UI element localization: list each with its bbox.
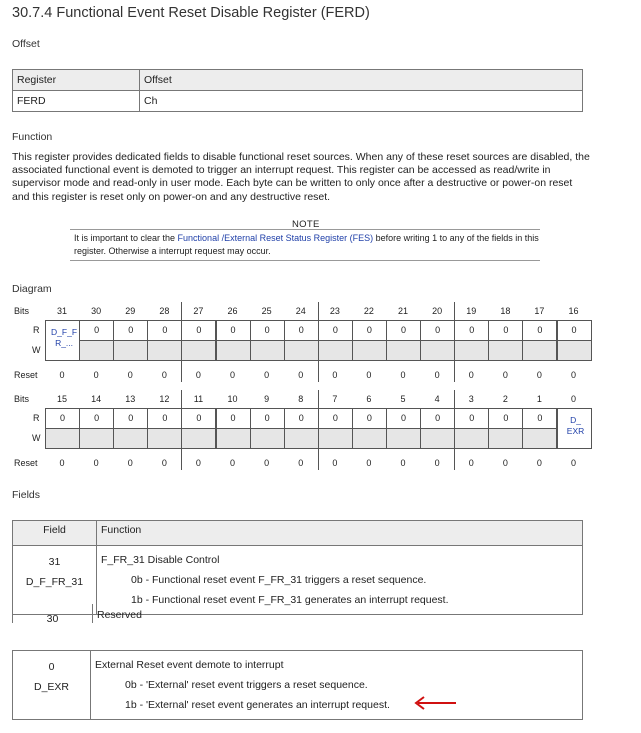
upper-bit-16: 16 bbox=[568, 306, 579, 316]
lower-bit-4: 4 bbox=[434, 394, 440, 404]
upper-w-cell bbox=[216, 340, 251, 361]
lower-reset-13: 0 bbox=[127, 458, 133, 468]
upper-bit-17: 17 bbox=[534, 306, 545, 316]
lower-r-cell: 0 bbox=[113, 408, 148, 429]
upper-bits-label: Bits bbox=[14, 306, 30, 316]
lower-byte-separator bbox=[181, 390, 182, 470]
upper-byte-separator bbox=[181, 302, 182, 382]
upper-r-cell: 0 bbox=[454, 320, 489, 341]
function-heading: Function bbox=[12, 131, 53, 143]
upper-w-cell bbox=[522, 340, 557, 361]
lower-bit-8: 8 bbox=[298, 394, 304, 404]
lower-r-label: R bbox=[33, 413, 40, 423]
field-bit-30: 30 bbox=[12, 604, 93, 623]
upper-w-cell bbox=[147, 340, 182, 361]
fields-header-function: Function bbox=[97, 521, 583, 546]
lower-w-cell bbox=[250, 428, 285, 449]
fields-table bbox=[12, 520, 583, 615]
upper-r-cell: 0 bbox=[557, 320, 592, 341]
field-name-d-f-fr-31: D_F_FR_31 bbox=[25, 576, 84, 588]
field-row-0 bbox=[13, 651, 91, 720]
lower-w-cell bbox=[113, 428, 148, 449]
field-bit-31: 31 bbox=[48, 556, 61, 568]
note-text bbox=[74, 232, 544, 258]
upper-bit-22: 22 bbox=[363, 306, 374, 316]
lower-reset-3: 0 bbox=[468, 458, 474, 468]
lower-bit-0: 0 bbox=[571, 394, 577, 404]
lower-r-cell: 0 bbox=[250, 408, 285, 429]
upper-reset-19: 0 bbox=[468, 370, 474, 380]
lower-bit-7: 7 bbox=[332, 394, 338, 404]
upper-reset-28: 0 bbox=[161, 370, 167, 380]
field-option-1b-0: 1b - 'External' reset event generates an interrupt request. bbox=[125, 699, 390, 711]
upper-bit-27: 27 bbox=[193, 306, 204, 316]
offset-table bbox=[12, 69, 583, 112]
diagram-heading: Diagram bbox=[12, 283, 52, 295]
upper-r-cell: 0 bbox=[181, 320, 216, 341]
upper-r-cell: 0 bbox=[147, 320, 182, 341]
lower-reset-4: 0 bbox=[434, 458, 440, 468]
upper-reset-27: 0 bbox=[195, 370, 201, 380]
lower-reset-0: 0 bbox=[571, 458, 577, 468]
lower-reset-10: 0 bbox=[230, 458, 236, 468]
lower-bit-5: 5 bbox=[400, 394, 406, 404]
lower-w-label: W bbox=[32, 433, 41, 443]
lower-bit-2: 2 bbox=[502, 394, 508, 404]
lower-bit-9: 9 bbox=[264, 394, 270, 404]
lower-reset-2: 0 bbox=[502, 458, 508, 468]
lower-r-cell: 0 bbox=[284, 408, 319, 429]
upper-bit-18: 18 bbox=[500, 306, 511, 316]
lower-bit-1: 1 bbox=[536, 394, 542, 404]
lower-r-cell: 0 bbox=[454, 408, 489, 429]
lower-byte-separator bbox=[454, 390, 455, 470]
upper-bit-26: 26 bbox=[227, 306, 238, 316]
upper-reset-22: 0 bbox=[366, 370, 372, 380]
lower-w-cell bbox=[318, 428, 353, 449]
upper-bit-28: 28 bbox=[159, 306, 170, 316]
fields-table-lower bbox=[12, 650, 583, 720]
upper-r-cell: 0 bbox=[250, 320, 285, 341]
lower-w-cell bbox=[45, 428, 80, 449]
lower-r-cell: 0 bbox=[147, 408, 182, 429]
upper-w-cell bbox=[454, 340, 489, 361]
note-top-rule bbox=[70, 229, 540, 230]
note-text-start: It is important to clear the bbox=[74, 233, 178, 243]
lower-w-cell bbox=[420, 428, 455, 449]
field-row-30-clipped bbox=[12, 604, 585, 623]
upper-w-cell bbox=[352, 340, 387, 361]
upper-field-name-2: R_... bbox=[55, 338, 74, 348]
upper-r-cell: 0 bbox=[420, 320, 455, 341]
lower-r-cell: 0 bbox=[181, 408, 216, 429]
upper-bit-24: 24 bbox=[295, 306, 306, 316]
upper-r-label: R bbox=[33, 325, 40, 335]
lower-r-cell: 0 bbox=[420, 408, 455, 429]
lower-r-cell: 0 bbox=[318, 408, 353, 429]
lower-w-cell bbox=[352, 428, 387, 449]
upper-w-cell bbox=[181, 340, 216, 361]
offset-heading: Offset bbox=[12, 38, 40, 50]
upper-reset-18: 0 bbox=[502, 370, 508, 380]
lower-w-cell bbox=[147, 428, 182, 449]
lower-reset-11: 0 bbox=[195, 458, 201, 468]
lower-w-cell bbox=[522, 428, 557, 449]
lower-w-cell bbox=[216, 428, 251, 449]
upper-bit-29: 29 bbox=[125, 306, 136, 316]
upper-reset-20: 0 bbox=[434, 370, 440, 380]
upper-w-label: W bbox=[32, 345, 41, 355]
lower-reset-label: Reset bbox=[14, 458, 38, 468]
field-title-0: External Reset event demote to interrupt bbox=[95, 659, 284, 671]
lower-bits-label: Bits bbox=[14, 394, 30, 404]
fes-register-link[interactable]: Functional /External Reset Status Register (FES) bbox=[177, 233, 374, 243]
upper-w-cell bbox=[488, 340, 523, 361]
lower-byte-separator bbox=[318, 390, 319, 470]
lower-reset-6: 0 bbox=[366, 458, 372, 468]
note-bottom-rule bbox=[70, 260, 540, 261]
upper-byte-separator bbox=[454, 302, 455, 382]
upper-bit-21: 21 bbox=[398, 306, 409, 316]
upper-r-cell: 0 bbox=[488, 320, 523, 341]
upper-r-cell: 0 bbox=[386, 320, 421, 341]
lower-bit-11: 11 bbox=[193, 394, 204, 404]
upper-bit-20: 20 bbox=[432, 306, 443, 316]
lower-field-name-1: D_ bbox=[570, 415, 581, 425]
upper-bit-23: 23 bbox=[329, 306, 340, 316]
upper-reset-25: 0 bbox=[264, 370, 270, 380]
lower-w-cell bbox=[79, 428, 114, 449]
lower-bit-14: 14 bbox=[91, 394, 102, 404]
lower-bit-3: 3 bbox=[468, 394, 474, 404]
lower-bit-13: 13 bbox=[125, 394, 136, 404]
note-text-end: before writing 1 to any of the fields in this register. Otherwise a interrupt request may occur. bbox=[74, 233, 539, 256]
lower-field-name-2: EXR bbox=[566, 426, 585, 436]
upper-reset-23: 0 bbox=[332, 370, 338, 380]
upper-r-cell: 0 bbox=[522, 320, 557, 341]
red-arrow-icon bbox=[412, 694, 458, 712]
lower-w-cell bbox=[181, 428, 216, 449]
upper-reset-21: 0 bbox=[400, 370, 406, 380]
lower-r-cell: 0 bbox=[45, 408, 80, 429]
upper-bit-25: 25 bbox=[261, 306, 272, 316]
lower-reset-14: 0 bbox=[93, 458, 99, 468]
lower-reset-9: 0 bbox=[264, 458, 270, 468]
lower-w-cell bbox=[488, 428, 523, 449]
upper-reset-26: 0 bbox=[230, 370, 236, 380]
fields-heading: Fields bbox=[12, 489, 41, 501]
upper-reset-31: 0 bbox=[59, 370, 65, 380]
upper-w-cell bbox=[79, 340, 114, 361]
page-title: 30.7.4 Functional Event Reset Disable Register (FERD) bbox=[12, 5, 370, 21]
lower-reset-5: 0 bbox=[400, 458, 406, 468]
upper-byte-separator bbox=[318, 302, 319, 382]
lower-reset-15: 0 bbox=[59, 458, 65, 468]
lower-w-cell bbox=[386, 428, 421, 449]
lower-r-cell: 0 bbox=[79, 408, 114, 429]
lower-w-cell bbox=[284, 428, 319, 449]
upper-w-cell bbox=[420, 340, 455, 361]
upper-w-cell bbox=[386, 340, 421, 361]
upper-w-cell bbox=[318, 340, 353, 361]
lower-reset-1: 0 bbox=[536, 458, 542, 468]
offset-table-header-offset: Offset bbox=[140, 70, 583, 91]
lower-r-cell: 0 bbox=[522, 408, 557, 429]
lower-bit-12: 12 bbox=[159, 394, 170, 404]
upper-reset-29: 0 bbox=[127, 370, 133, 380]
upper-bit-31: 31 bbox=[57, 306, 68, 316]
lower-bit-6: 6 bbox=[366, 394, 372, 404]
offset-table-register: FERD bbox=[13, 91, 140, 112]
lower-r-cell: 0 bbox=[386, 408, 421, 429]
upper-reset-label: Reset bbox=[14, 370, 38, 380]
upper-w-cell bbox=[250, 340, 285, 361]
field-option-1b-31: 1b - Functional reset event F_FR_31 generates an interrupt request. bbox=[131, 594, 449, 606]
note-title: NOTE bbox=[292, 219, 320, 230]
lower-r-cell: 0 bbox=[216, 408, 251, 429]
lower-r-cell: 0 bbox=[352, 408, 387, 429]
upper-reset-17: 0 bbox=[536, 370, 542, 380]
offset-table-header-register: Register bbox=[13, 70, 140, 91]
upper-r-cell: 0 bbox=[113, 320, 148, 341]
lower-reset-12: 0 bbox=[161, 458, 167, 468]
upper-r-cell: 0 bbox=[284, 320, 319, 341]
fields-header-field: Field bbox=[13, 521, 97, 546]
upper-bit-30: 30 bbox=[91, 306, 102, 316]
upper-bit-19: 19 bbox=[466, 306, 477, 316]
upper-w-cell bbox=[284, 340, 319, 361]
field-name-d-exr: D_EXR bbox=[33, 681, 69, 693]
upper-r-cell: 0 bbox=[352, 320, 387, 341]
lower-r-cell: 0 bbox=[488, 408, 523, 429]
upper-reset-24: 0 bbox=[298, 370, 304, 380]
upper-r-cell: 0 bbox=[318, 320, 353, 341]
field-bit-0: 0 bbox=[48, 661, 55, 673]
offset-table-offset: Ch bbox=[140, 91, 583, 112]
lower-bit-15: 15 bbox=[57, 394, 68, 404]
upper-field-name-1: D_F_F bbox=[51, 327, 78, 337]
field-function-0 bbox=[91, 651, 583, 720]
upper-reset-30: 0 bbox=[93, 370, 99, 380]
upper-r-cell: 0 bbox=[216, 320, 251, 341]
upper-r-cell: 0 bbox=[79, 320, 114, 341]
lower-reset-7: 0 bbox=[332, 458, 338, 468]
field-title-31: F_FR_31 Disable Control bbox=[101, 554, 220, 566]
field-option-0b-0: 0b - 'External' reset event triggers a reset sequence. bbox=[125, 679, 368, 691]
upper-w-cell bbox=[557, 340, 592, 361]
lower-w-cell bbox=[454, 428, 489, 449]
lower-bit-10: 10 bbox=[227, 394, 238, 404]
field-title-30: Reserved bbox=[97, 609, 142, 621]
field-option-0b-31: 0b - Functional reset event F_FR_31 triggers a reset sequence. bbox=[131, 574, 427, 586]
function-description: This register provides dedicated fields to disable functional reset sources. When any of these reset sources are disabled, the associated functional event is demoted to trigger an interrupt request. This register can be accessed as read/write in supervisor mode and read-only in user mode. Each byte can be written to only once after a destructive or power-on reset and this register is reset only on power-on and any destructive reset. bbox=[12, 151, 590, 203]
lower-reset-8: 0 bbox=[298, 458, 304, 468]
upper-w-cell bbox=[113, 340, 148, 361]
upper-reset-16: 0 bbox=[571, 370, 577, 380]
